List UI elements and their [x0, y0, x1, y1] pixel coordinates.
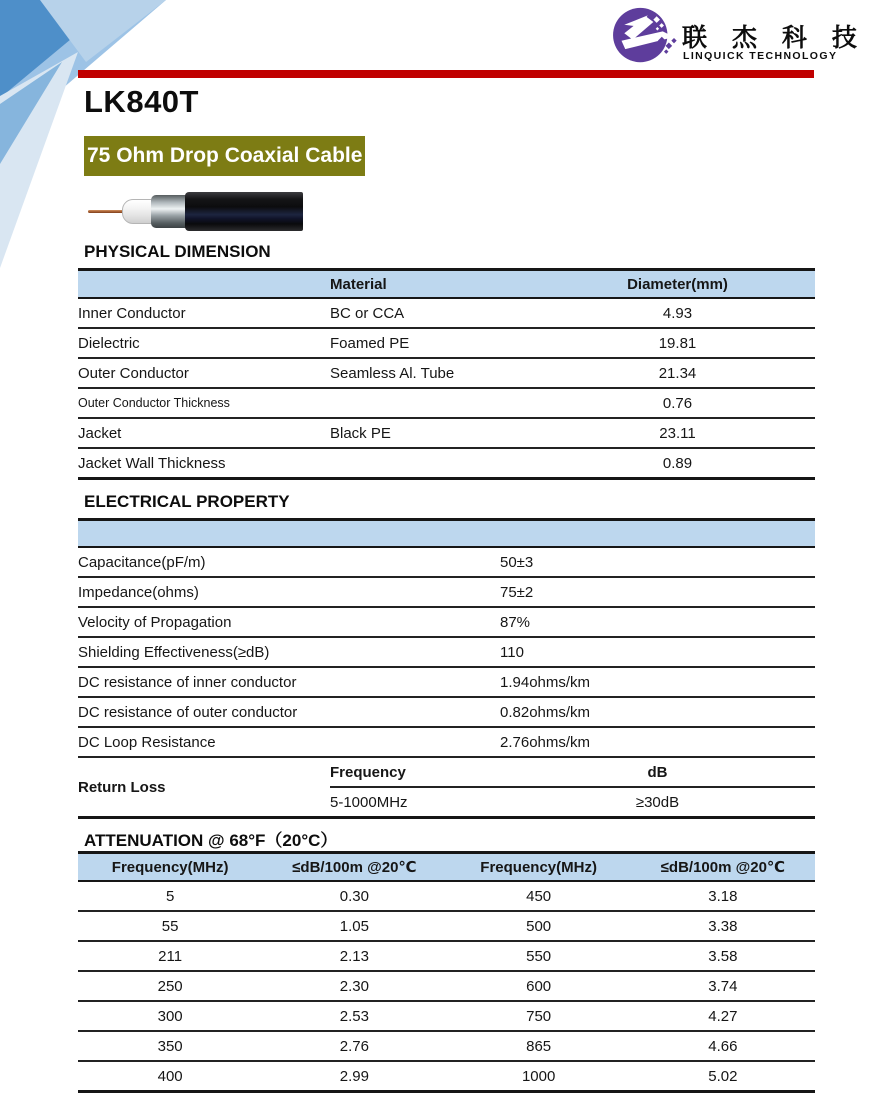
physical-row-diameter: 4.93	[540, 298, 815, 328]
attenuation-db-cell: 0.30	[262, 881, 446, 911]
physical-col-diameter: Diameter(mm)	[540, 270, 815, 299]
attenuation-frequency-cell: 250	[78, 971, 262, 1001]
brand-name-en: LINQUICK TECHNOLOGY	[683, 50, 838, 62]
return-loss-header-row	[78, 757, 815, 787]
attenuation-db-cell: 2.13	[262, 941, 446, 971]
electrical-row-value: 75±2	[500, 577, 815, 607]
physical-dimension-table	[78, 268, 815, 480]
attenuation-db-cell: 2.53	[262, 1001, 446, 1031]
electrical-row	[78, 577, 815, 607]
attenuation-frequency-cell: 350	[78, 1031, 262, 1061]
attenuation-col-header: Frequency(MHz)	[447, 853, 631, 882]
physical-row	[78, 418, 815, 448]
physical-section-heading: PHYSICAL DIMENSION	[84, 242, 271, 261]
physical-col-material: Material	[330, 270, 540, 299]
attenuation-frequency-cell: 500	[447, 911, 631, 941]
electrical-row-label: Impedance(ohms)	[78, 577, 500, 607]
attenuation-frequency-cell: 450	[447, 881, 631, 911]
attenuation-header-row	[78, 853, 815, 882]
physical-row-material	[330, 448, 540, 479]
attenuation-frequency-cell: 750	[447, 1001, 631, 1031]
attenuation-db-cell: 4.27	[631, 1001, 815, 1031]
attenuation-row	[78, 1061, 815, 1092]
electrical-header-band	[78, 520, 815, 548]
electrical-row-value: 1.94ohms/km	[500, 667, 815, 697]
physical-row-diameter: 19.81	[540, 328, 815, 358]
attenuation-col-header: ≤dB/100m @20℃	[631, 853, 815, 882]
electrical-row	[78, 727, 815, 757]
electrical-row-label: Velocity of Propagation	[78, 607, 500, 637]
electrical-section-heading: ELECTRICAL PROPERTY	[84, 492, 290, 511]
attenuation-col-header: ≤dB/100m @20℃	[262, 853, 446, 882]
physical-row-diameter: 0.76	[540, 388, 815, 418]
physical-row	[78, 358, 815, 388]
attenuation-db-cell: 3.18	[631, 881, 815, 911]
attenuation-db-cell: 2.30	[262, 971, 446, 1001]
attenuation-row	[78, 971, 815, 1001]
attenuation-col-header: Frequency(MHz)	[78, 853, 262, 882]
attenuation-row	[78, 941, 815, 971]
page-title: LK840T	[84, 84, 199, 119]
attenuation-frequency-cell: 1000	[447, 1061, 631, 1092]
electrical-row-value: 50±3	[500, 547, 815, 577]
physical-row-material: Foamed PE	[330, 328, 540, 358]
return-loss-label: Return Loss	[78, 757, 330, 818]
electrical-row	[78, 697, 815, 727]
attenuation-frequency-cell: 300	[78, 1001, 262, 1031]
attenuation-db-cell: 3.38	[631, 911, 815, 941]
physical-row-material: Black PE	[330, 418, 540, 448]
physical-row-material: Seamless Al. Tube	[330, 358, 540, 388]
attenuation-section-heading: ATTENUATION @ 68°F（20°C）	[84, 831, 338, 850]
attenuation-db-cell: 3.74	[631, 971, 815, 1001]
electrical-row-label: DC resistance of outer conductor	[78, 697, 500, 727]
attenuation-db-cell: 5.02	[631, 1061, 815, 1092]
attenuation-row	[78, 911, 815, 941]
electrical-row	[78, 547, 815, 577]
return-loss-frequency-header: Frequency	[330, 757, 500, 787]
return-loss-frequency-value: 5-1000MHz	[330, 787, 500, 818]
physical-row-diameter: 23.11	[540, 418, 815, 448]
attenuation-table	[78, 851, 815, 1093]
attenuation-db-cell: 3.58	[631, 941, 815, 971]
attenuation-row	[78, 1031, 815, 1061]
physical-row-label: Jacket Wall Thickness	[78, 448, 330, 479]
attenuation-frequency-cell: 865	[447, 1031, 631, 1061]
page-subtitle: 75 Ohm Drop Coaxial Cable	[84, 136, 365, 176]
physical-row-label: Jacket	[78, 418, 330, 448]
brand-block	[610, 6, 866, 64]
attenuation-frequency-cell: 550	[447, 941, 631, 971]
electrical-row-label: DC resistance of inner conductor	[78, 667, 500, 697]
attenuation-row	[78, 1001, 815, 1031]
physical-row-diameter: 0.89	[540, 448, 815, 479]
cable-outer-conductor	[151, 195, 188, 228]
physical-row-material: BC or CCA	[330, 298, 540, 328]
brand-name-cn: 联 杰 科 技	[682, 24, 866, 52]
accent-rule	[78, 70, 814, 78]
physical-row	[78, 448, 815, 479]
attenuation-db-cell: 1.05	[262, 911, 446, 941]
return-loss-db-header: dB	[500, 757, 815, 787]
physical-col-blank	[78, 270, 330, 299]
electrical-row	[78, 607, 815, 637]
attenuation-frequency-cell: 600	[447, 971, 631, 1001]
physical-row-material	[330, 388, 540, 418]
electrical-row-value: 87%	[500, 607, 815, 637]
electrical-property-table	[78, 518, 815, 819]
attenuation-frequency-cell: 55	[78, 911, 262, 941]
cable-dielectric	[122, 199, 154, 224]
physical-row	[78, 388, 815, 418]
attenuation-frequency-cell: 211	[78, 941, 262, 971]
electrical-row-value: 0.82ohms/km	[500, 697, 815, 727]
physical-row	[78, 328, 815, 358]
attenuation-db-cell: 2.99	[262, 1061, 446, 1092]
attenuation-frequency-cell: 5	[78, 881, 262, 911]
physical-row	[78, 298, 815, 328]
physical-row-label: Outer Conductor	[78, 358, 330, 388]
physical-row-label: Outer Conductor Thickness	[78, 388, 330, 418]
electrical-row-value: 110	[500, 637, 815, 667]
electrical-row-value: 2.76ohms/km	[500, 727, 815, 757]
attenuation-row	[78, 881, 815, 911]
electrical-header-blank	[78, 520, 815, 548]
physical-row-label: Inner Conductor	[78, 298, 330, 328]
attenuation-db-cell: 4.66	[631, 1031, 815, 1061]
electrical-row-label: DC Loop Resistance	[78, 727, 500, 757]
linquick-logo-icon	[610, 6, 678, 66]
electrical-row	[78, 667, 815, 697]
electrical-row	[78, 637, 815, 667]
physical-row-diameter: 21.34	[540, 358, 815, 388]
return-loss-db-value: ≥30dB	[500, 787, 815, 818]
coaxial-cable-image	[88, 191, 303, 233]
attenuation-db-cell: 2.76	[262, 1031, 446, 1061]
physical-header-row	[78, 270, 815, 299]
attenuation-frequency-cell: 400	[78, 1061, 262, 1092]
physical-row-label: Dielectric	[78, 328, 330, 358]
cable-jacket	[185, 192, 303, 231]
electrical-row-label: Capacitance(pF/m)	[78, 547, 500, 577]
electrical-row-label: Shielding Effectiveness(≥dB)	[78, 637, 500, 667]
